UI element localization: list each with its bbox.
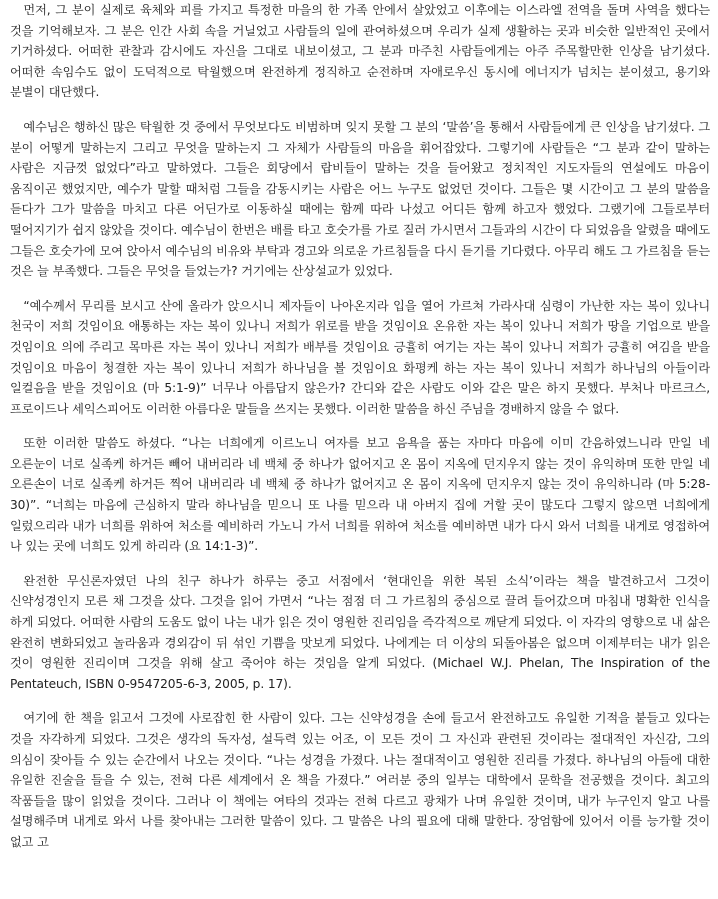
paragraph-spacer xyxy=(10,694,710,708)
document-body xyxy=(10,0,710,853)
paragraph-atheist-friend: 완전한 무신론자였던 나의 친구 하나가 하루는 중고 서점에서 ‘현대인을 위한 복된 소식’이라는 책을 발견하고서 그것이 신약성경인지 모른 채 그것을 샀다. 그것을 읽어 가면서 “나는 점점 더 그 가르침의 중심으로 끌려 들어갔으며 마침내 명확한 인식을 하게 되었다. 어떠한 사람의 도움도 없이 나는 내가 읽은 것이 영원한 진리임을 즉각적으로 깨닫게 되었다. 이 자각의 영향으로 내 삶은 완전히 변화되었고 놀라움과 경외감이 뒤 섞인 기쁨을 맛보게 되었다. 나에게는 더 이상의 되돌아봄은 없으며 이제부터는 내가 읽은 것이 영원한 진리이며 그것을 위해 살고 죽어야 하는 것임을 알게 되었다. (Michael W.J. Phelan, The Inspiration of the Pentateuch, ISBN 0-9547205-6-3, 2005, p. 17). xyxy=(10,573,710,691)
paragraph-spacer xyxy=(10,557,710,571)
paragraph-beatitudes-quote: “예수께서 무리를 보시고 산에 올라가 앉으시니 제자들이 나아온지라 입을 열어 가르쳐 가라사대 심령이 가난한 자는 복이 있나니 천국이 저희 것임이요 애통하는 자는 복이 있나니 저희가 위로를 받을 것임이요 온유한 자는 복이 있나니 저희가 땅을 기업으로 받을 것임이요 의에 주리고 목마른 자는 복이 있나니 저희가 배부를 것임이요 긍휼히 여기는 자는 복이 있나니 저희가 긍휼히 여김을 받을 것임이요 마음이 청결한 자는 복이 있나니 저희가 하나님을 볼 것임이요 화평케 하는 자는 복이 있나니 저희가 하나님의 아들이라 일컬음을 받을 것임이요 (마 5:1-9)” 너무나 아름답지 않은가? 간디와 같은 사람도 이와 같은 말은 하지 못했다. 부처나 마르크스, 프로이드나 세익스피어도 이러한 아름다운 말들을 쓰지는 못했다. 이러한 말씀을 하신 주님을 경배하지 않을 수 없다. xyxy=(10,298,710,416)
paragraph-bible-unique: 여기에 한 책을 읽고서 그것에 사로잡힌 한 사람이 있다. 그는 신약성경을 손에 들고서 완전하고도 유일한 기적을 붙들고 있다는 것을 자각하게 되었다. 그것은 생각의 독자성, 설득력 있는 어조, 이 모든 것이 그 자신과 관련된 것이라는 절대적인 자신감, 그의 의심이 잦아들 수 있는 순간에서 나오는 것이다. “나는 성경을 가졌다. 나는 절대적이고 영원한 진리를 가졌다. 하나님의 아들에 대한 유일한 진술을 들을 수 있는, 전혀 다른 세계에서 온 책을 가졌다.” 여러분 중의 일부는 대학에서 문학을 전공했을 것이다. 최고의 작품들을 많이 읽었을 것이다. 그러나 이 책에는 여타의 것과는 전혀 다르고 광채가 나며 유일한 것이며, 내가 누구인지 알고 나를 설명해주며 내게로 와서 나를 찾아내는 그러한 말씀이 있다. 그 말씀은 나의 필요에 대해 말한다. 장엄함에 있어서 이를 능가할 것이 없고 고 xyxy=(10,711,710,849)
paragraph-jesus-words: 예수님은 행하신 많은 탁월한 것 중에서 무엇보다도 비범하며 잊지 못할 그 분의 ‘말씀’을 통해서 사람들에게 큰 인상을 남기셨다. 그 분이 어떻게 말하는지 그리고 무엇을 말하는지 그 자체가 사람들의 마음을 휘어잡았다. 그렇기에 사람들은 “그 분과 같이 말하는 사람은 지금껏 없었다”라고 말하였다. 그들은 회당에서 랍비들이 말하는 것을 들어왔고 정치적인 지도자들의 연설에도 마음이 움직이곤 했었지만, 예수가 말할 때처럼 그들을 감동시키는 사람은 어느 누구도 없었던 것이다. 그들은 몇 시간이고 그 분의 말씀을 듣다가 그가 말씀을 마치고 다른 어딘가로 이동하실 때에는 함께 따라 나섰고 어디든 함께 하고자 했었다. 그랬기에 그들로부터 떨어지기가 쉽지 않았을 것이다. 예수님이 한번은 배를 타고 호숫가를 가로 질러 가시면서 그들과의 시간이 다 되었음을 알렸을 때에도 그들은 호숫가에 모여 앉아서 예수님의 비유와 부탁과 경고와 의로운 가르침들을 다시 듣기를 기다렸다. 아무리 해도 그 가르침을 듣는 것은 늘 부족했다. 그들은 무엇을 들었는가? 거기에는 산상설교가 있었다. xyxy=(10,119,710,279)
paragraph-more-sayings: 또한 이러한 말씀도 하셨다. “나는 너희에게 이르노니 여자를 보고 음욕을 품는 자마다 마음에 이미 간음하였느니라 만일 네 오른눈이 너로 실족케 하거든 빼어 내버리라 네 백체 중 하나가 없어지고 온 몸이 지옥에 던지우지 않는 것이 유익하며 또한 만일 네 오른손이 너로 실족케 하거든 찍어 내버리라 네 백체 중 하나가 없어지고 온 몸이 지옥에 던지우지 않는 것이 유익하니라 (마 5:28-30)”. “너희는 마음에 근심하지 말라 하나님을 믿으니 또 나를 믿으라 내 아버지 집에 거할 곳이 많도다 그렇지 않으면 너희에게 일렀으리라 내가 너희를 위하여 처소를 예비하러 가노니 가서 너희를 위하여 처소를 예비하면 내가 다시 와서 너희를 내게로 영접하여 나 있는 곳에 너희도 있게 하리라 (요 14:1-3)”. xyxy=(10,436,710,554)
paragraph-spacer xyxy=(10,103,710,117)
paragraph-spacer xyxy=(10,282,710,296)
paragraph-jesus-life: 먼저, 그 분이 실제로 육체와 피를 가지고 특정한 마을의 한 가족 안에서 살았었고 이후에는 이스라엘 전역을 돌며 사역을 했다는 것을 기억해보자. 그 분은 인간 사회 속을 거닐었고 사람들의 일에 관여하셨으며 우리가 실제 생활하는 곳과 비슷한 일반적인 곳에서 기거하셨다. 어떠한 관찰과 감시에도 자신을 그대로 내보이셨고, 그 분과 마주친 사람들에게는 아주 주목할만한 인상을 남기셨다. 어떠한 속임수도 없이 도덕적으로 탁월했으며 완전하게 정직하고 순전하며 자애로우신 동시에 에너지가 넘치는 분이셨고, 용기와 분별이 대단했다. xyxy=(10,3,710,100)
paragraph-spacer xyxy=(10,419,710,433)
